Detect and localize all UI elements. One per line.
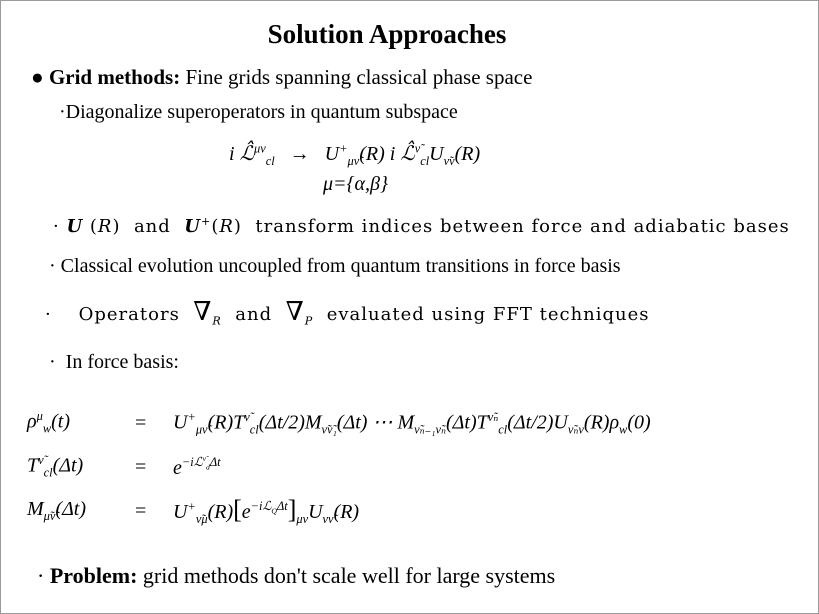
classical-evolution-text: Classical evolution uncoupled from quantum transitions in force basis bbox=[60, 255, 621, 277]
bullet-diagonalize bbox=[59, 101, 458, 124]
bullet-operators: · Operators $\nabla_R$ and $\nabla_P$ evaluated using FFT techniques bbox=[45, 297, 650, 328]
bullet-problem bbox=[37, 563, 555, 589]
problem-heading: Problem: bbox=[49, 563, 138, 588]
bullet-marker: · bbox=[45, 304, 52, 325]
bullet-marker: · bbox=[37, 563, 45, 588]
bullet-classical-evolution bbox=[49, 255, 621, 278]
operators-text: evaluated using FFT techniques bbox=[326, 304, 650, 325]
bullet-marker: · bbox=[49, 255, 56, 277]
equation-mu-set: μ={α,β} bbox=[323, 173, 388, 195]
equation-M: $M_{\mũ\nũ}(\Delta t)$ = $U^+_{\nũ\mu}(R)[e^{-iℒ_Q\Delta t}]_{\mu\nu}U_{\nu\nũ}(R)$ bbox=[27, 495, 360, 526]
force-basis-text: In force basis: bbox=[65, 351, 179, 373]
bullet-marker: · bbox=[59, 101, 66, 123]
equation-block-force-basis bbox=[27, 401, 651, 533]
bullet-marker: · bbox=[49, 351, 56, 373]
equation-superoperator-transform: i ℒ̂$^{\mu\nu}_{cl}$ → $U^+_{\mu\nũ}(R)$ i $ℒ̂^{\nũ}_{cl}U_{\nũ\nu}(R)$ bbox=[229, 141, 481, 168]
problem-text: grid methods don't scale well for large systems bbox=[142, 563, 556, 588]
grid-methods-heading: Grid methods: bbox=[48, 65, 181, 89]
operators-and: and bbox=[235, 304, 273, 325]
diagonalize-text: Diagonalize superoperators in quantum subspace bbox=[65, 101, 458, 123]
page-title: Solution Approaches bbox=[267, 19, 507, 49]
equation-rho: $\rho^\mu_w(t)$ = $U^+_{\mu\nũ}(R)T^{\nũ}_{cl}(\Delta t/2)M_{\nũ\nũ_1}(\Delta t)$ ⋯ $M_{\nũ_{n-1}\nũ_n}(\Delta t)T^{\nũ_n}_{cl}(\Delta t/2)U_{\nũ_n\nu}(R)\rho_w(0)$ bbox=[27, 409, 651, 437]
bullet-transform: · U (R) and U+(R) transform indices between force and adiabatic bases bbox=[53, 215, 790, 237]
transform-and: and bbox=[133, 216, 171, 237]
bullet-marker: ● bbox=[31, 65, 44, 89]
grid-methods-text: Fine grids spanning classical phase space bbox=[185, 65, 533, 89]
operators-label: Operators bbox=[78, 304, 180, 325]
transform-text: transform indices between force and adiabatic bases bbox=[255, 216, 790, 237]
bullet-marker: · bbox=[53, 216, 60, 237]
equation-T: $T^{\nũ}_{cl}(\Delta t)$ = $e^{-iℒ^{\nũ}_d\Delta t}$ bbox=[27, 453, 221, 480]
bullet-grid-methods bbox=[31, 65, 532, 90]
bullet-force-basis bbox=[49, 351, 179, 374]
